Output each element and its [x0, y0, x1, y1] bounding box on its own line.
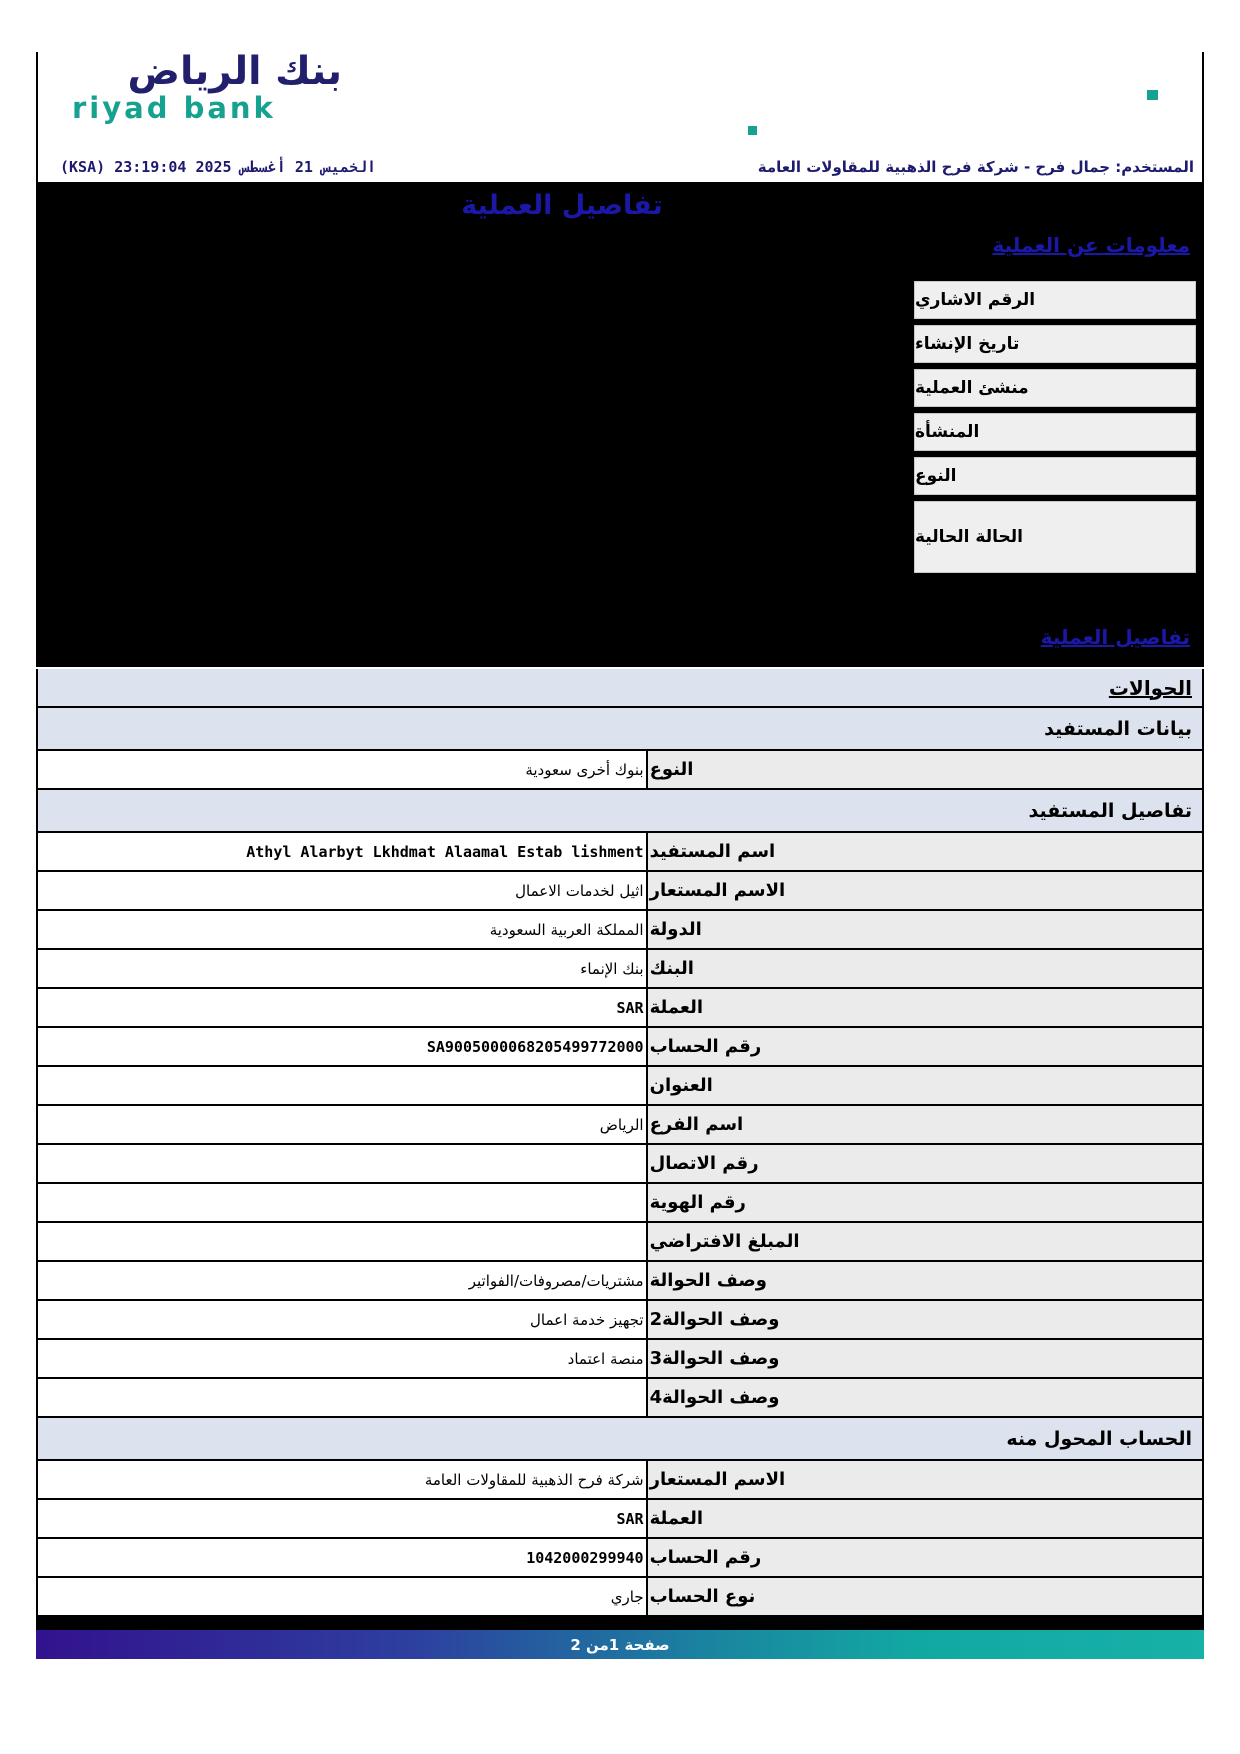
field-label — [646, 989, 1202, 1026]
table-row — [38, 1260, 1202, 1299]
table-row — [38, 948, 1202, 987]
value-text: 1042000299940 — [526, 1548, 644, 1567]
table-row — [38, 1377, 1202, 1416]
page-content — [36, 42, 1204, 1659]
table-row — [38, 1143, 1202, 1182]
section-row — [38, 788, 1202, 831]
operation-field-row — [914, 369, 1196, 407]
table-row — [38, 1537, 1202, 1576]
footer-black-bar — [36, 1617, 1204, 1630]
field-value — [38, 989, 646, 1026]
field-label — [646, 1379, 1202, 1416]
page-header — [36, 49, 1204, 182]
field-value — [38, 1067, 646, 1104]
field-label: تاريخ الإنشاء — [915, 334, 1020, 354]
page-number-label: صفحة 1من 2 — [570, 1635, 670, 1654]
transfers-table — [36, 669, 1204, 1617]
label-text: العملة — [649, 1508, 704, 1529]
field-value — [38, 1500, 646, 1537]
label-text: الاسم المستعار — [649, 1469, 786, 1490]
field-label: النوع — [915, 466, 957, 486]
label-text: الاسم المستعار — [649, 880, 786, 901]
label-text: وصف الحوالة4 — [649, 1387, 780, 1408]
field-value — [38, 1106, 646, 1143]
riyad-bank-logo — [72, 49, 342, 125]
value-text: SAR — [616, 998, 644, 1017]
field-value — [38, 833, 646, 870]
field-value — [38, 872, 646, 909]
value-text: مشتريات/مصروفات/الفواتير — [468, 1271, 644, 1290]
field-value — [38, 1539, 646, 1576]
transfers-title-row — [38, 669, 1202, 706]
operation-field-row — [914, 413, 1196, 451]
section-title: بيانات المستفيد — [1044, 717, 1192, 740]
table-row — [38, 1338, 1202, 1377]
field-value — [38, 1028, 646, 1065]
field-label — [646, 1145, 1202, 1182]
value-text: SA9005000068205499772000 — [426, 1037, 644, 1056]
transfers-title: الحوالات — [1108, 675, 1192, 700]
field-label: الحالة الحالية — [915, 527, 1023, 547]
logo-english-text: riyad bank — [72, 90, 276, 125]
field-label — [646, 911, 1202, 948]
table-row — [38, 1459, 1202, 1498]
field-label — [646, 1578, 1202, 1615]
value-text: Athyl Alarbyt Lkhdmat Alaamal Estab lishment — [246, 842, 644, 861]
label-text: النوع — [649, 759, 694, 780]
section-row — [38, 1416, 1202, 1459]
table-row — [38, 1299, 1202, 1338]
field-label — [646, 1340, 1202, 1377]
label-text: العنوان — [649, 1075, 713, 1096]
field-value — [38, 1578, 646, 1615]
datetime-label: الخميس 21 أغسطس 2025 23:19:04 (KSA) — [60, 158, 377, 176]
value-text: شركة فرح الذهبية للمقاولات العامة — [424, 1470, 644, 1489]
field-label: المنشأة — [915, 422, 980, 442]
field-value — [38, 1461, 646, 1498]
table-row — [38, 1104, 1202, 1143]
value-text: منصة اعتماد — [567, 1349, 644, 1368]
panel-title: تفاصيل العملية — [461, 190, 663, 221]
table-row — [38, 749, 1202, 788]
field-value — [38, 1262, 646, 1299]
label-text: وصف الحوالة — [649, 1270, 767, 1291]
field-value — [38, 1184, 646, 1221]
field-label — [646, 1461, 1202, 1498]
field-value — [38, 1379, 646, 1416]
label-text: رقم الهوية — [649, 1192, 746, 1213]
label-text: المبلغ الافتراضي — [649, 1231, 800, 1252]
table-row — [38, 1182, 1202, 1221]
field-value — [38, 1301, 646, 1338]
label-text: اسم المستفيد — [649, 841, 776, 862]
operation-info-table — [914, 281, 1196, 573]
value-text: الرياض — [599, 1115, 644, 1134]
value-text: تجهيز خدمة اعمال — [530, 1310, 644, 1329]
value-text: بنك الإنماء — [580, 959, 644, 978]
field-value — [38, 1340, 646, 1377]
operation-overview-panel — [36, 182, 1204, 667]
field-label — [646, 1184, 1202, 1221]
label-text: الدولة — [649, 919, 702, 940]
field-label — [646, 1067, 1202, 1104]
field-label — [646, 950, 1202, 987]
field-value — [38, 1145, 646, 1182]
teal-square-icon — [1147, 90, 1158, 100]
field-label — [646, 1500, 1202, 1537]
label-text: اسم الفرع — [649, 1114, 744, 1135]
field-value — [38, 911, 646, 948]
table-row — [38, 1221, 1202, 1260]
field-label: الرقم الاشاري — [915, 290, 1036, 310]
section-title: تفاصيل المستفيد — [1028, 799, 1192, 822]
field-label: منشئ العملية — [915, 378, 1029, 398]
operation-field-row — [914, 325, 1196, 363]
field-label — [646, 1028, 1202, 1065]
value-text: اثيل لخدمات الاعمال — [515, 881, 644, 900]
section-title: الحساب المحول منه — [1006, 1427, 1192, 1450]
field-label — [646, 1223, 1202, 1260]
value-text: بنوك أخرى سعودية — [525, 760, 644, 779]
field-label — [646, 1301, 1202, 1338]
footer-gradient-bar — [36, 1630, 1204, 1659]
label-text: نوع الحساب — [649, 1586, 756, 1607]
field-value — [38, 1223, 646, 1260]
field-value — [38, 950, 646, 987]
field-label — [646, 833, 1202, 870]
field-value — [38, 751, 646, 788]
operation-field-row — [914, 281, 1196, 319]
table-row — [38, 870, 1202, 909]
label-text: العملة — [649, 997, 704, 1018]
transaction-details-heading: تفاصيل العملية — [1040, 625, 1190, 649]
label-text: رقم الاتصال — [649, 1153, 759, 1174]
table-row — [38, 831, 1202, 870]
table-row — [38, 1026, 1202, 1065]
field-label — [646, 1539, 1202, 1576]
table-row — [38, 1065, 1202, 1104]
table-row — [38, 1576, 1202, 1615]
label-text: رقم الحساب — [649, 1036, 762, 1057]
operation-field-row — [914, 501, 1196, 573]
operation-field-row — [914, 457, 1196, 495]
label-text: البنك — [649, 958, 694, 979]
table-row — [38, 909, 1202, 948]
user-info-label: المستخدم: جمال فرح - شركة فرح الذهبية للمقاولات العامة — [757, 158, 1194, 176]
label-text: وصف الحوالة3 — [649, 1348, 780, 1369]
label-text: وصف الحوالة2 — [649, 1309, 780, 1330]
field-label — [646, 751, 1202, 788]
field-label — [646, 872, 1202, 909]
value-text: المملكة العربية السعودية — [489, 920, 644, 939]
section-row — [38, 706, 1202, 749]
table-row — [38, 1498, 1202, 1537]
field-label — [646, 1106, 1202, 1143]
table-row — [38, 987, 1202, 1026]
field-label — [646, 1262, 1202, 1299]
header-meta-line — [38, 158, 1202, 176]
logo-arabic-text: بنك الرياض — [127, 49, 342, 94]
value-text: جاري — [610, 1587, 644, 1606]
label-text: رقم الحساب — [649, 1547, 762, 1568]
value-text: SAR — [616, 1509, 644, 1528]
teal-square-icon — [748, 126, 757, 135]
operation-info-heading: معلومات عن العملية — [992, 233, 1190, 257]
